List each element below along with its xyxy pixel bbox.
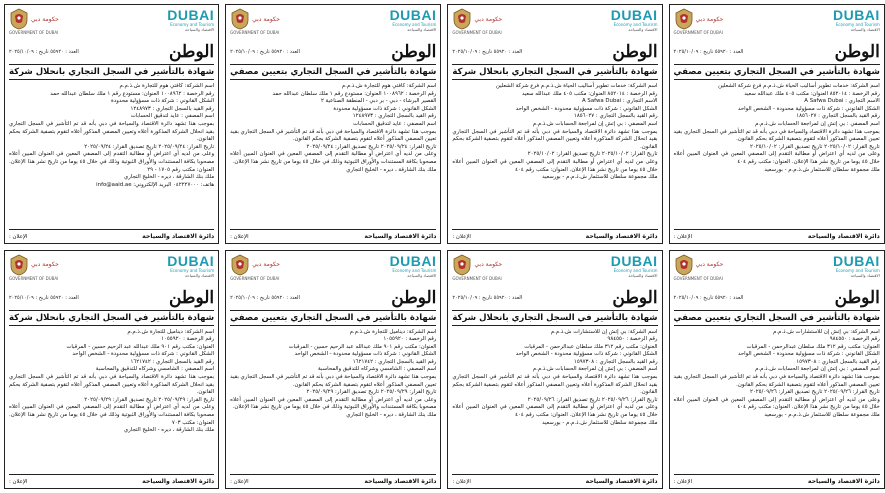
notice-headline: شهادة بالتأشير في السجل التجاري بتعيين مصفي: [230, 64, 436, 80]
notice-line: الشكل القانوني : شركة ذات مسؤولية محدودة - الشخص الواحد: [515, 351, 658, 358]
notice-line: رقم الرخصة : ٩٨٤٥٥٠: [829, 336, 880, 343]
legal-notice: [669, 250, 885, 490]
notice-headline: شهادة بالتأشير في السجل التجاري بانحلال شركة: [452, 64, 657, 80]
newspaper-name: الوطن: [834, 287, 880, 308]
notice-masthead: [452, 254, 657, 286]
newspaper-name: الوطن: [168, 42, 215, 62]
dubai-subtitle-ar: الاقتصاد والسياحة: [628, 27, 658, 32]
notice-headline: شهادة بالتأشير في السجل التجاري بانحلال شركة: [9, 310, 214, 326]
notice-line: اسم المصفي : بي إتش إن لمراجعة الحسابات ش.ذ.م.م: [532, 366, 658, 373]
notice-line: اسم الشركة: ديناميل للتجارة ش.ذ.م.م: [127, 328, 215, 335]
department-name: دائرة الاقتصاد والسياحة: [364, 478, 437, 485]
dubai-economy-logo: [390, 8, 437, 32]
newspaper-name: الوطن: [834, 42, 880, 62]
notice-line: رقم الرخصة : ٨٥٢٠١٤ العنوان: مكتب ٤٠٥ ملك عبدالله سعيد: [521, 90, 658, 97]
notice-line: وعلى من لديه أي اعتراض أو مطالبة التقدم إلى المصفي المعين في العنوان المبين أعلاه خلال ٤٥ يوما من تاريخ نشر هذا الإعلان. العنوان: مكتب رقم ٤٠٤: [673, 396, 880, 411]
dubai-economy-logo: [390, 254, 437, 278]
dubai-emblem-icon: [674, 254, 694, 276]
dubai-subtitle-en: Economy and Tourism: [835, 267, 880, 273]
notice-line: تاريخ القرار: ٢٠٢٥/٠٩/٢٤ تاريخ تصديق القرار: ٢٠٢٥/٠٩/٢٤: [306, 143, 437, 150]
dubai-economy-logo: [611, 8, 658, 32]
notice-line: ملك مجموعة سلطان للاستثمار ش.ذ.م.م - بورسعيد: [542, 174, 658, 181]
notice-line: اسم الشركة: بي إتش إن للاستشارات ش.ذ.م.م: [772, 328, 880, 335]
legal-notice: [4, 4, 219, 244]
notice-line: تاريخ القرار: ٢٠٢٥/٠٩/٢٩ تاريخ تصديق القرار: ٢٠٢٥/٠٩/٢٩: [306, 389, 437, 396]
notice-line: اسم الشركة: ديناميل للتجارة ش.ذ.م.م: [349, 328, 437, 335]
notice-line: اسم المصفي : عايد لتدقيق الحسابات: [352, 120, 437, 127]
government-logo: [452, 8, 502, 35]
notice-line: ملك بنك الشارقة ، ديره - الخليج التجاري: [123, 174, 215, 181]
notice-line: رقم القيد بالسجل التجاري : ١٨٥٦٠٢٧: [573, 113, 658, 120]
notice-line: الشكل القانوني : شركة ذات مسؤولية محدودة - الشخص الواحد: [515, 105, 658, 112]
legal-notice: [225, 250, 441, 490]
notice-footer: [674, 474, 880, 485]
dubai-wordmark: DUBAI: [610, 7, 658, 23]
notice-title-row: [452, 287, 657, 309]
notice-line: رقم القيد بالسجل التجاري : ١٦٢١٧٤٢: [130, 358, 215, 365]
notice-body: [9, 83, 214, 229]
notice-line: بموجب هذا تشهد دائرة الاقتصاد والسياحة في دبي بأنه قد تم التأشير في السجل التجاري بقيد تعيين المصفي المذكور أعلاه لتقوم بتصفية الشركة بحكم القانون.: [673, 128, 880, 143]
government-name: حكومة دبي: [474, 15, 503, 23]
dubai-wordmark: DUBAI: [389, 7, 437, 23]
issue-meta: العدد : ٥٥٩٢٠ تاريخ : ٢٠٢٥/١٠/٠٩: [452, 294, 523, 301]
issuer-label: الإعلان :: [9, 233, 28, 240]
notice-title-row: [9, 41, 214, 63]
dubai-subtitle-en: Economy and Tourism: [170, 267, 215, 273]
notice-masthead: [452, 8, 657, 40]
issuer-label: الإعلان :: [452, 479, 471, 485]
notice-title-row: [230, 41, 436, 63]
department-name: دائرة الاقتصاد والسياحة: [807, 478, 880, 485]
notice-body: [452, 329, 657, 475]
government-subtitle: GOVERNMENT OF DUBAI: [673, 275, 723, 281]
legal-notice: [4, 250, 219, 490]
issue-meta: العدد : ٥٥٩٢٠ تاريخ : ٢٠٢٥/١٠/٠٩: [9, 49, 79, 55]
notice-line: اسم المصفي : الشامسي وشركاه للتدقيق والمحاسبة: [318, 366, 437, 373]
notice-headline: شهادة بالتأشير في السجل التجاري بتعيين مصفي: [674, 64, 880, 80]
dubai-emblem-icon: [230, 8, 250, 30]
government-subtitle: GOVERNMENT OF DUBAI: [230, 275, 280, 281]
dubai-economy-logo: [611, 254, 658, 278]
notice-line: وعلى من لديه أي اعتراض أو مطالبة التقدم إلى المصفي المعين في العنوان المبين أعلاه خلال ٤٥ يوما من تاريخ نشر هذا الإعلان. العنوان: مكتب رقم ٤٠٤: [673, 151, 880, 165]
notice-line: اسم الشركة: خدمات تطوير أساليب الحياة ش.ذ.م.م فرع شركة الشعلين: [495, 83, 658, 89]
notice-footer: [452, 229, 657, 240]
notice-line: العنوان: مكتب رقم ٩٠١ ملك عبدالله عبد الرحيم حسين - المرقبات: [288, 343, 437, 350]
dubai-wordmark: DUBAI: [389, 252, 437, 269]
government-logo: [674, 8, 724, 35]
notice-line: ملك بنك الشارقة ، ديره - الخليج التجاري: [346, 412, 437, 419]
government-subtitle: GOVERNMENT OF DUBAI: [673, 30, 723, 35]
dubai-emblem-icon: [674, 8, 694, 30]
notice-footer: [9, 229, 214, 240]
notice-line: بموجب هذا تشهد دائرة الاقتصاد والسياحة في دبي بأنه قد تم التأشير في السجل التجاري بقيد تعيين المصفي المذكور أعلاه لتقوم بتصفية الشركة بحكم القانون.: [230, 128, 437, 143]
notice-body: [452, 83, 657, 229]
notice-line: رقم الرخصة : ٨٥٢٠١٤ العنوان: مكتب ٤٠٥ ملك عبدالله سعيد: [744, 90, 880, 97]
notice-line: الاسم التجاري : A Safwa Dubai: [804, 98, 880, 105]
issuer-label: الإعلان :: [230, 233, 249, 240]
issuer-label: الإعلان :: [230, 479, 249, 485]
notice-headline: شهادة بالتأشير في السجل التجاري بتعيين مصفي: [230, 310, 436, 326]
issuer-label: الإعلان :: [9, 479, 28, 485]
notice-footer: [674, 229, 880, 240]
dubai-subtitle-en: Economy and Tourism: [170, 22, 215, 27]
notice-line: رقم الرخصة : ١٠٠٨٩٦٢ العنوان: مستودع رقم ١ ملك سلطان عبدالله حمد: [50, 90, 215, 97]
dubai-emblem-icon: [230, 254, 250, 276]
issuer-label: الإعلان :: [673, 233, 693, 240]
notice-line: بموجب هذا تشهد دائرة الاقتصاد والسياحة في دبي بأنه قد تم التأشير في السجل التجاري بقيد انحلال الشركة المذكورة أعلاه وتعيين المصفي المذكور أعلاه لتقوم بتصفية الشركة بحكم القانون.: [452, 128, 658, 150]
notice-line: وعلى من لديه أي اعتراض أو مطالبة التقدم إلى المصفي المعين في العنوان المبين أعلاه مصحوبا بكافة المستندات والأوراق الثبوتية وذلك في خلال ٤٥ يوما من تاريخ نشر هذا الإعلان.: [230, 151, 437, 165]
notice-line: بموجب هذا تشهد دائرة الاقتصاد والسياحة في دبي بأنه قد تم التأشير في السجل التجاري بقيد تعيين المصفي المذكور أعلاه لتقوم بتصفية الشركة بحكم القانون.: [673, 374, 880, 388]
newspaper-name: الوطن: [391, 42, 437, 62]
dubai-wordmark: DUBAI: [832, 252, 880, 269]
notice-line: بموجب هذا تشهد دائرة الاقتصاد والسياحة في دبي بأنه قد تم التأشير في السجل التجاري بقيد انحلال الشركة المذكورة أعلاه وتعيين المصفي المذكور أعلاه لتقوم بتصفية الشركة بحكم القانون.: [9, 374, 215, 396]
notice-footer: [230, 474, 436, 485]
dubai-emblem-icon: [452, 254, 472, 276]
notice-line: ملك مجموعة سلطان للاستثمار ش.ذ.م.م - بورسعيد: [764, 166, 880, 173]
notice-line: رقم الرخصة : ٩٨٤٥٥٠: [607, 336, 658, 343]
notice-line: الشكل القانوني : شركة ذات مسؤولية محدودة - الشخص الواحد: [72, 351, 215, 358]
government-name: حكومة دبي: [695, 261, 724, 268]
newspaper-name: الوطن: [612, 287, 658, 308]
government-subtitle: GOVERNMENT OF DUBAI: [452, 275, 502, 281]
legal-notice: [225, 4, 441, 244]
issue-meta: العدد : ٥٥٩٢٠ تاريخ : ٢٠٢٥/١٠/٠٩: [673, 49, 744, 55]
notice-line: وعلى من لديه أي اعتراض أو مطالبة التقدم إلى المصفي المعين في العنوان المبين أعلاه مصحوبا بكافة المستندات والأوراق الثبوتية وذلك في خلال ٤٥ يوما من تاريخ نشر هذا الإعلان. العنوان: مكتب رقم ١٧٠٥ - ٢٩: [9, 151, 215, 173]
notice-line: الشكل القانوني : شركة ذات مسؤولية محدودة - الشخص الواحد: [738, 351, 880, 358]
dubai-subtitle-en: Economy and Tourism: [613, 22, 658, 27]
government-name: حكومة دبي: [252, 261, 280, 268]
notice-footer: [452, 474, 657, 485]
department-name: دائرة الاقتصاد والسياحة: [364, 232, 437, 240]
legal-notice: [447, 250, 662, 490]
notice-line: بموجب هذا تشهد دائرة الاقتصاد والسياحة في دبي بأنه قد تم التأشير في السجل التجاري بقيد انحلال الشركة المذكورة أعلاه وتعيين المصفي المذكور أعلاه لتقوم بتصفية الشركة بحكم القانون.: [452, 374, 658, 396]
notice-body: [9, 329, 214, 475]
notice-line: ملك مجموعة سلطان للاستثمار ش.ذ.م.م - بورسعيد: [764, 412, 880, 419]
notice-masthead: [9, 8, 214, 40]
notice-line: بموجب هذا تشهد دائرة الاقتصاد والسياحة في دبي بأنه قد تم التأشير في السجل التجاري بقيد انحلال الشركة المذكورة أعلاه وتعيين المصفي المذكور أعلاه لتقوم بتصفية الشركة بحكم القانون.: [9, 120, 215, 143]
government-name: حكومة دبي: [695, 15, 724, 23]
notice-line: وعلى من لديه أي اعتراض أو مطالبة التقدم إلى المصفي المعين في العنوان المبين أعلاه خلال ٤٥ يوما من تاريخ نشر هذا الإعلان. العنوان: مكتب رقم ٤٠٤: [452, 404, 658, 419]
notice-line: اسم الشركة: خدمات تطوير أساليب الحياة ش.ذ.م.م فرع شركة الشعلين: [718, 83, 880, 89]
notice-line: رقم القيد بالسجل التجاري : ١٨٥٦٠٢٧: [796, 113, 880, 120]
government-logo: [452, 254, 502, 281]
notice-line: الشكل القانوني : شركة ذات مسؤولية محدودة: [111, 98, 215, 105]
government-name: حكومة دبي: [31, 261, 59, 268]
dubai-subtitle-ar: الاقتصاد والسياحة: [850, 27, 880, 32]
notice-line: اسم المصفي : بي إتش إن لمراجعة الحسابات ش.ذ.م.م: [532, 120, 658, 127]
dubai-emblem-icon: [9, 254, 29, 276]
notice-line: بموجب هذا تشهد دائرة الاقتصاد والسياحة في دبي بأنه قد تم التأشير في السجل التجاري بقيد تعيين المصفي المذكور أعلاه لتقوم بتصفية الشركة بحكم القانون.: [230, 374, 437, 388]
dubai-wordmark: DUBAI: [167, 252, 215, 269]
dubai-wordmark: DUBAI: [832, 7, 880, 23]
issue-meta: العدد : ٥٥٩٢٠ تاريخ : ٢٠٢٥/١٠/٠٩: [673, 294, 744, 301]
notice-masthead: [674, 8, 880, 40]
issue-meta: العدد : ٥٥٩٢٠ تاريخ : ٢٠٢٥/١٠/٠٩: [9, 294, 79, 301]
government-logo: [674, 254, 724, 281]
notice-headline: شهادة بالتأشير في السجل التجاري بانحلال شركة: [452, 310, 657, 326]
notice-line: رقم الرخصة : ١٠٥٥٩٢٠: [383, 336, 437, 343]
dubai-subtitle-ar: الاقتصاد والسياحة: [407, 27, 437, 32]
notice-title-row: [674, 287, 880, 309]
dubai-economy-logo: [167, 8, 214, 32]
issue-meta: العدد : ٥٥٩٢٠ تاريخ : ٢٠٢٥/١٠/٠٩: [452, 49, 523, 55]
department-name: دائرة الاقتصاد والسياحة: [585, 478, 658, 485]
notice-masthead: [674, 254, 880, 286]
newspaper-name: الوطن: [168, 287, 215, 308]
notice-line: اسم المصفي : بي إتش إن لمراجعة الحسابات ش.ذ.م.م: [755, 366, 880, 373]
notice-line: الشكل القانوني : شركة ذات مسؤولية محدودة - الشخص الواحد: [294, 351, 437, 358]
notice-line: الشكل القانوني : شركة ذات مسؤولية محدودة - الشخص الواحد: [738, 105, 880, 112]
newspaper-name: الوطن: [612, 42, 658, 62]
dubai-subtitle-ar: الاقتصاد والسياحة: [407, 272, 437, 278]
dubai-wordmark: DUBAI: [610, 252, 658, 269]
government-subtitle: GOVERNMENT OF DUBAI: [230, 30, 280, 35]
notice-line: رقم القيد بالسجل التجاري : ١٦٢١٧٤٢: [352, 358, 437, 365]
notice-body: [230, 329, 436, 475]
dubai-subtitle-ar: الاقتصاد والسياحة: [850, 272, 880, 278]
notice-title-row: [230, 287, 436, 309]
notice-line: رقم الرخصة : ١٠٠٨٩٦٢ العنوان: مستودع رقم ١ ملك سلطان عبدالله حمد: [272, 90, 437, 97]
notice-line: رقم القيد بالسجل التجاري : ١٢٤٨٩٧٣: [130, 105, 215, 112]
notice-line: العنوان: مكتب رقم ٣١٢ ملك سلطان عبدالرحمن - المرقبات: [524, 343, 658, 350]
dubai-subtitle-en: Economy and Tourism: [392, 267, 437, 273]
notice-headline: شهادة بالتأشير في السجل التجاري بتعيين مصفي: [674, 310, 880, 326]
government-logo: [230, 8, 280, 35]
notice-line: وعلى من لديه أي اعتراض أو مطالبة التقدم إلى المصفي المعين في العنوان المبين أعلاه خلال ٤٥ يوما من تاريخ نشر هذا الإعلان. العنوان: مكتب رقم ٤٠٤: [452, 158, 658, 173]
notice-line: رقم القيد بالسجل التجاري : ١٥٩٧٣٠٨: [573, 358, 658, 365]
dubai-economy-logo: [167, 254, 214, 278]
dubai-subtitle-ar: الاقتصاد والسياحة: [185, 27, 215, 32]
dubai-economy-logo: [833, 254, 880, 278]
dubai-emblem-icon: [452, 8, 472, 30]
newspaper-name: الوطن: [391, 287, 437, 308]
department-name: دائرة الاقتصاد والسياحة: [585, 232, 658, 240]
dubai-subtitle-ar: الاقتصاد والسياحة: [185, 272, 215, 278]
notice-line: الاسم التجاري : A Safwa Dubai: [582, 98, 658, 105]
notice-line: الشكل القانوني : شركة ذات مسؤولية محدودة: [333, 105, 437, 112]
notice-body: [674, 329, 880, 475]
notice-line: ملك بنك الشارقة ، ديره - الخليج التجاري: [346, 166, 437, 173]
dubai-subtitle-en: Economy and Tourism: [392, 22, 437, 27]
department-name: دائرة الاقتصاد والسياحة: [142, 478, 215, 485]
dubai-economy-logo: [833, 8, 880, 32]
notice-title-row: [452, 41, 657, 63]
notice-line: تاريخ القرار: ٢٠٢٥/٠٩/٢٩ تاريخ تصديق القرار: ٢٠٢٥/٠٩/٢٩: [84, 396, 215, 403]
department-name: دائرة الاقتصاد والسياحة: [142, 232, 215, 240]
notice-line: العنوان: مكتب رقم ٩٠١ ملك عبدالله عبد الرحيم حسين - المرقبات: [66, 343, 215, 350]
notice-masthead: [230, 8, 436, 40]
dubai-emblem-icon: [9, 8, 29, 30]
notice-masthead: [9, 254, 214, 286]
dubai-subtitle-en: Economy and Tourism: [613, 267, 658, 273]
notice-headline: شهادة بالتأشير في السجل التجاري بانحلال شركة: [9, 64, 214, 80]
notice-masthead: [230, 254, 436, 286]
notice-line: اسم المصفي : بي إتش إن لمراجعة الحسابات ش.ذ.م.م: [755, 120, 880, 127]
government-subtitle: GOVERNMENT OF DUBAI: [9, 275, 59, 281]
department-name: دائرة الاقتصاد والسياحة: [807, 232, 880, 240]
notice-line: ملك مجموعة سلطان للاستثمار ش.ذ.م.م - بورسعيد: [542, 419, 658, 426]
issuer-label: الإعلان :: [452, 233, 471, 240]
government-name: حكومة دبي: [252, 15, 280, 23]
government-subtitle: GOVERNMENT OF DUBAI: [9, 30, 59, 35]
notice-line: رقم الرخصة : ١٠٥٥٩٢٠: [161, 336, 215, 343]
government-subtitle: GOVERNMENT OF DUBAI: [452, 30, 502, 35]
government-logo: [9, 8, 59, 35]
notice-line: وعلى من لديه أي اعتراض أو مطالبة التقدم إلى المصفي المعين في العنوان المبين أعلاه مصحوبا بكافة المستندات والأوراق الثبوتية وذلك في خلال ٤٥ يوما من تاريخ نشر هذا الإعلان. العنوان: مكتب ٧٠٣: [9, 404, 215, 426]
notice-line: ملك بنك الشارقة ، ديره - الخليج التجاري: [123, 427, 215, 434]
notice-line: تاريخ القرار: ٢٠٢٥/٠٩/٢٦ تاريخ تصديق القرار: ٢٠٢٥/٠٩/٢٦: [749, 389, 880, 396]
issuer-label: الإعلان :: [673, 479, 693, 485]
notice-title-row: [674, 41, 880, 63]
legal-notice: [447, 4, 662, 244]
notice-footer: [230, 229, 436, 240]
notice-line: تاريخ القرار: ٢٠٢٥/٠٩/٢٤ تاريخ تصديق القرار: ٢٠٢٥/٠٩/٢٤: [84, 143, 215, 150]
dubai-subtitle-ar: الاقتصاد والسياحة: [628, 272, 658, 278]
notice-line: العنوان: مكتب رقم ٣١٢ ملك سلطان عبدالرحمن - المرقبات: [746, 343, 880, 350]
notice-line: رقم القيد بالسجل التجاري : ١٥٩٧٣٠٨: [796, 358, 880, 365]
notice-line: هاتف: ٠٤٢٢٢٧٠٠٠ البريد الإلكتروني: info@aaid.ae: [96, 181, 215, 188]
government-logo: [230, 254, 280, 281]
notice-line: تاريخ القرار: ٢٠٢٥/١٠/٠٢ تاريخ تصديق القرار: ٢٠٢٥/١٠/٠٢: [749, 143, 880, 150]
notice-line: اسم المصفي : الشامسي وشركاه للتدقيق والمحاسبة: [95, 366, 215, 373]
notice-line: تاريخ القرار: ٢٠٢٥/٠٩/٢٦ تاريخ تصديق القرار: ٢٠٢٥/٠٩/٢٦: [527, 396, 658, 403]
notice-line: رقم القيد بالسجل التجاري : ١٢٤٨٩٧٣: [352, 113, 437, 120]
government-name: حكومة دبي: [474, 261, 503, 268]
government-logo: [9, 254, 59, 281]
notice-line: اسم الشركة: بي إتش إن للاستشارات ش.ذ.م.م: [550, 328, 658, 335]
dubai-subtitle-en: Economy and Tourism: [835, 22, 880, 27]
government-name: حكومة دبي: [31, 15, 59, 23]
notice-line: اسم المصفي : عايد لتدقيق الحسابات: [130, 113, 215, 120]
notice-line: القصير البرشاء - دبي - بر دبي - المنطقة الصناعية ٢: [320, 98, 437, 105]
notice-line: وعلى من لديه أي اعتراض أو مطالبة التقدم إلى المصفي المعين في العنوان المبين أعلاه مصحوبا بكافة المستندات والأوراق الثبوتية وذلك في خلال ٤٥ يوما من تاريخ نشر هذا الإعلان.: [230, 396, 437, 411]
issue-meta: العدد : ٥٥٩٢٠ تاريخ : ٢٠٢٥/١٠/٠٩: [230, 294, 300, 301]
legal-notice: [669, 4, 885, 244]
issue-meta: العدد : ٥٥٩٢٠ تاريخ : ٢٠٢٥/١٠/٠٩: [230, 49, 300, 55]
dubai-wordmark: DUBAI: [167, 7, 215, 23]
notice-line: اسم الشركة: كافتي هوم للتجارة ش.ذ.م.م: [341, 83, 437, 89]
notice-body: [230, 83, 436, 229]
notice-footer: [9, 474, 214, 485]
notice-title-row: [9, 287, 214, 309]
notice-line: اسم الشركة: كافتي هوم للتجارة ش.ذ.م.م: [119, 83, 215, 89]
notice-body: [674, 83, 880, 229]
notice-line: تاريخ القرار: ٢٠٢٥/١٠/٠٢ تاريخ تصديق القرار: ٢٠٢٥/١٠/٠٢: [527, 151, 658, 158]
